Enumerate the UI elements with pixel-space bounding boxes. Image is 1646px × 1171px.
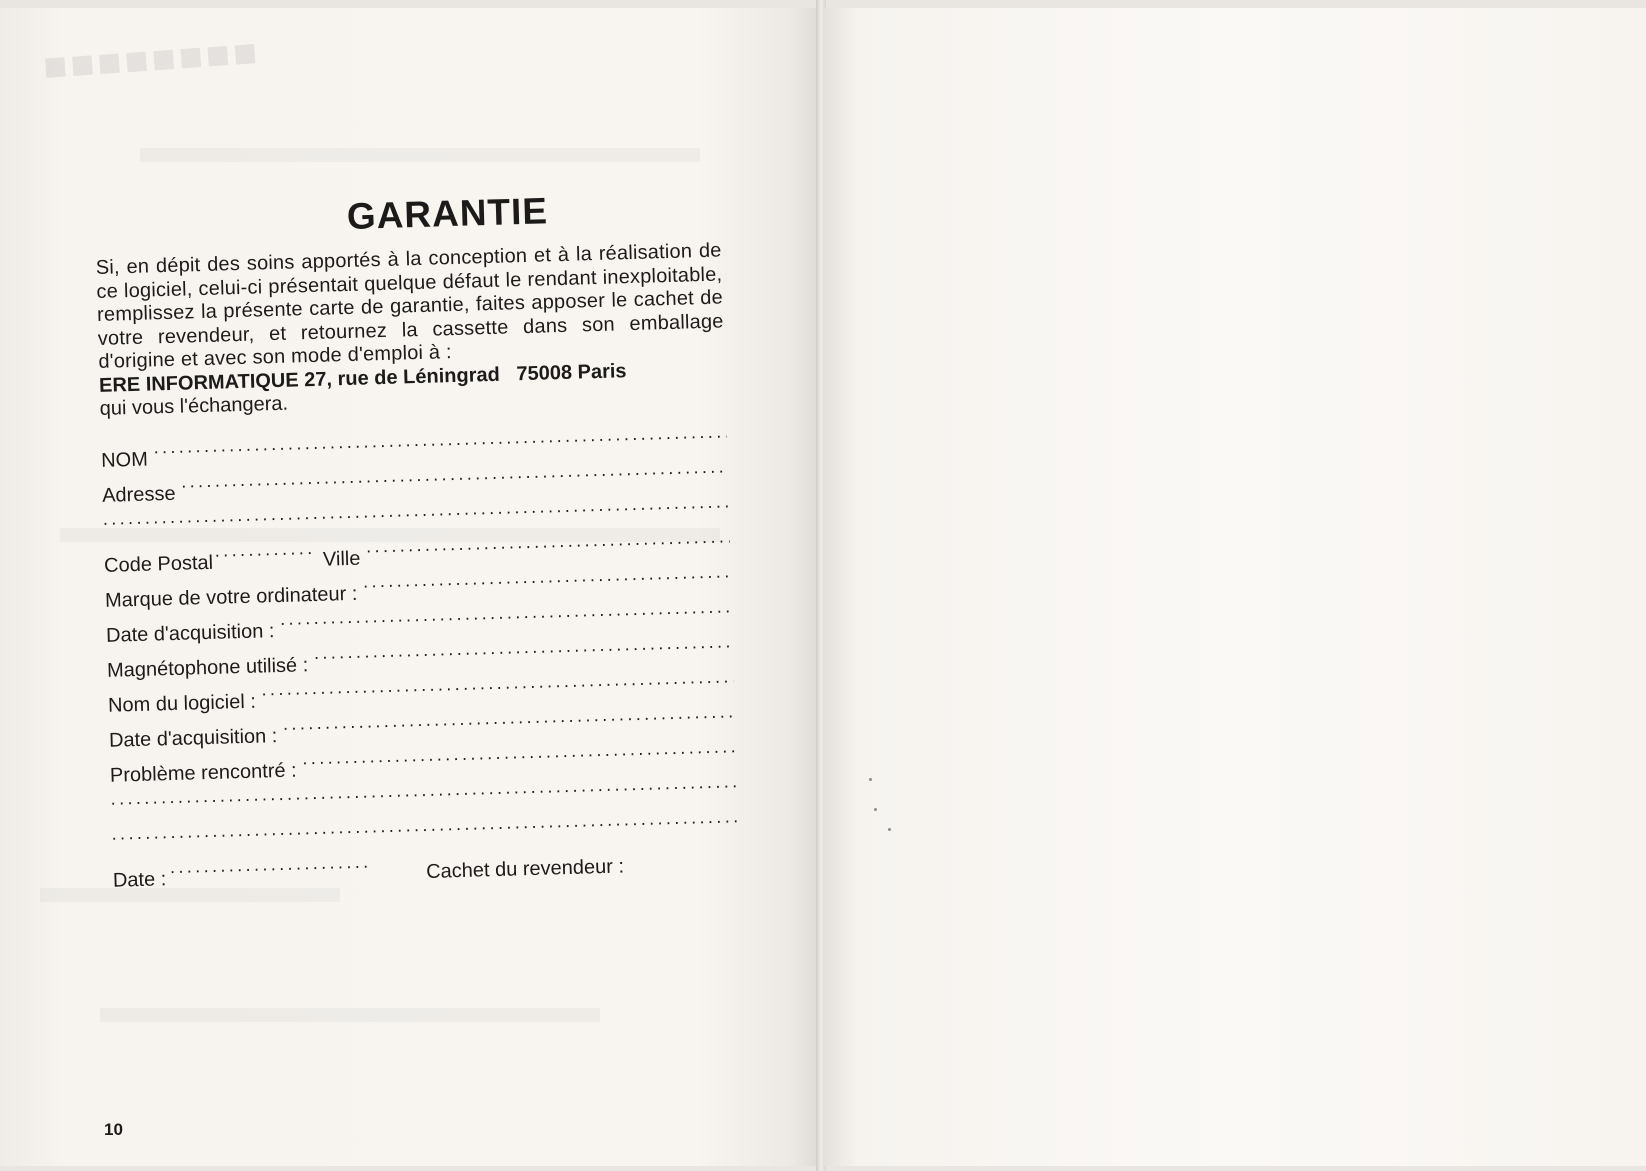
warranty-card [94, 186, 739, 892]
field-label: Date : [112, 867, 167, 892]
left-page [0, 8, 818, 1166]
show-through-heading: ■■■■■■■■ [38, 30, 259, 90]
field-label: Date d'acquisition : [105, 619, 275, 647]
page-number: 10 [104, 1120, 123, 1139]
field-label: Nom du logiciel : [107, 690, 257, 717]
field-label: NOM [100, 448, 149, 472]
ink-speck [869, 778, 872, 781]
fill-line[interactable] [214, 530, 315, 568]
field-label: Marque de votre ordinateur : [104, 582, 358, 612]
field-label: Ville [322, 547, 361, 571]
fill-line[interactable] [169, 844, 368, 885]
field-label: Problème rencontré : [109, 759, 297, 787]
exchange-note: qui vous l'échangera. [99, 392, 289, 420]
city-address: 75008 Paris [516, 359, 627, 385]
ink-speck [888, 828, 891, 831]
ink-speck [874, 808, 877, 811]
warranty-intro: Si, en dépit des soins apportés à la conception et à la réalisation de ce logiciel, celui-ci présentait quelque défaut le rendant inexploitable, remplissez la présente carte de garantie, faites apposer le cachet de votre revendeur, et retournez la cassette dans son emballage d'origine et avec son mode d'emploi à : [95, 239, 724, 373]
right-page-blank [824, 8, 1646, 1166]
page-title: GARANTIE [346, 190, 549, 237]
show-through-text [40, 888, 340, 902]
show-through-text [100, 1008, 600, 1022]
field-label: Code Postal [103, 551, 214, 577]
field-label: Date d'acquisition : [108, 724, 278, 752]
show-through-text [140, 148, 700, 162]
field-label: Magnétophone utilisé : [106, 653, 309, 682]
street-address: 27, rue de Léningrad [303, 363, 501, 391]
field-label: Adresse [101, 482, 176, 507]
stamp-label: Cachet du revendeur : [425, 854, 625, 883]
company-name: ERE INFORMATIQUE [98, 368, 299, 397]
